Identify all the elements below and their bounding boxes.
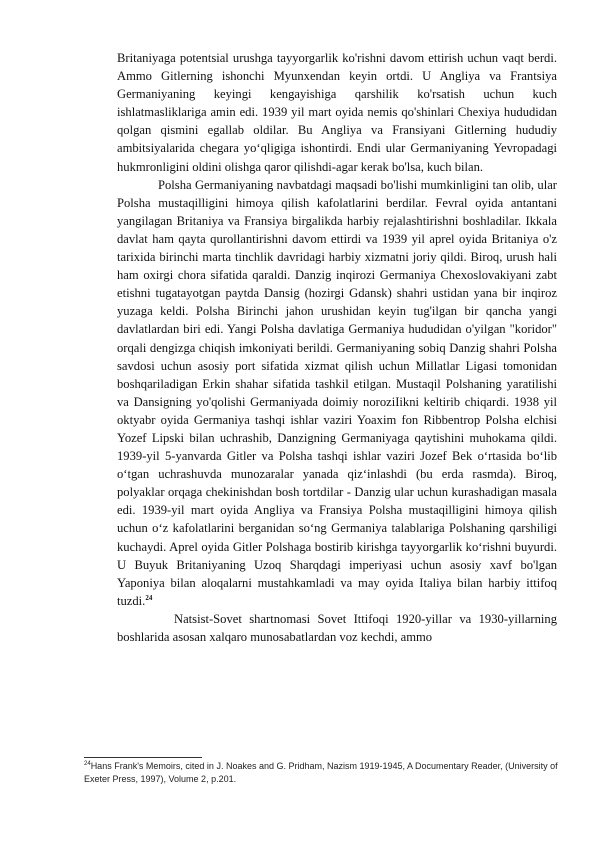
footnote-text: Hans Frank's Memoirs, cited in J. Noakes and G. Pridham, Nazism 1919-1945, A Documentary Reader, (University of Exeter Press, 1997), Volume 2, p.201.: [84, 761, 558, 784]
paragraph-2: [117, 176, 557, 610]
page-body: [117, 49, 557, 646]
footnote-separator: [84, 757, 202, 758]
footnote-number: 24: [84, 761, 91, 767]
footnote: [84, 760, 564, 785]
paragraph-3: Natsist-Sovet shartnomasi Sovet Ittifoqi 1920-yillar va 1930-yillarning boshlarida asosan xalqaro munosabatlardan voz kechdi, ammo: [117, 611, 557, 644]
paragraph-2-text: Polsha Germaniyaning navbatdagi maqsadi bo'lishi mumkinligini tan olib, ular Polsha mustaqilligini himoya qilish kafolatlarini berdilar. Fevral oyida antantani yangilagan Britaniya va Fransiya birgalikda harbiy rejalashtirishni boshladilar. Ikkala davlat ham qayta qurollantirishni davom ettirdi va 1939 yil aprel oyida Britaniya o'z tarixida birinchi marta tinchlik davridagi harbiy xizmatni joriy qildi. Biroq, urush hali ham oxirgi chora sifatida qaraldi. Danzig inqirozi Germaniya Chexoslovakiyani zabt etishni tugatayotgan paytda Dansig (hozirgi Gdansk) shahri ustidan yana bir inqiroz yuzaga keldi. Polsha Birinchi jahon urushidan keyin tug'ilgan bir qancha yangi davlatlardan biri edi. Yangi Polsha davlatiga Germaniya hududidan o'yilgan "koridor" orqali dengizga chiqish imkoniyati berildi. Germaniyaning sobiq Danzig shahri Polsha savdosi uchun asosiy port sifatida xizmat qilish uchun Millatlar Ligasi tomonidan boshqariladigan Erkin shahar sifatida tashkil etilgan. Mustaqil Polshaning yaratilishi va Dansigning yo'qolishi Germaniyada doimiy noroziIikni keltirib chiqardi. 1938 yil oktyabr oyida Germaniya tashqi ishlar vaziri Yoaxim fon Ribbentrop Polsha elchisi Yozef Lipski bilan uchrashib, Danzigning Germaniyaga qaytishini muhokama qildi. 1939-yil 5-yanvarda Gitler va Polsha tashqi ishlar vaziri Jozef Bek o‘rtasida bo‘lib o‘tgan uchrashuvda munozaralar yanada qiz‘inlashdi (bu erda rasmda). Biroq, polyaklar orqaga chekinishdan bosh tortdilar - Danzig ular uchun kurashadigan masala edi. 1939-yil mart oyida Angliya va Fransiya Polsha mustaqilligini himoya qilish uchun o‘z kafolatlarini berganidan so‘ng Germaniya talablariga Polshaning qarshiligi kuchaydi. Aprel oyida Gitler Polshaga bostirib kirishga tayyorgarlik ko‘rishni buyurdi. U Buyuk Britaniyaning Uzoq Sharqdagi imperiyasi uchun asosiy xavf bo'lgan Yaponiya bilan aloqalarni mustahkamladi va may oyida Italiya bilan harbiy ittifoq tuzdi.: [117, 177, 557, 608]
footnote-reference: 24: [145, 593, 153, 602]
paragraph-1: Britaniyaga potentsial urushga tayyorgarlik ko'rishni davom ettirish uchun vaqt berdi. Ammo Gitlerning ishonchi Myunxendan keyin ortdi. U Angliya va Frantsiya Germaniyaning keyingi kengayishiga qarshilik ko'rsatish uchun kuch ishlatmasliklariga amin edi. 1939 yil mart oyida nemis qo'shinlari Chexiya hududidan qolgan qismini egallab oldilar. Bu Angliya va Fransiyani Gitlerning hududiy ambitsiyalarida chegara yo‘qligiga ishontirdi. Endi ular Germaniyaning Yevropadagi hukmronligini oldini olishga qaror qilishdi-agar kerak bo'lsa, kuch bilan.: [117, 51, 557, 174]
